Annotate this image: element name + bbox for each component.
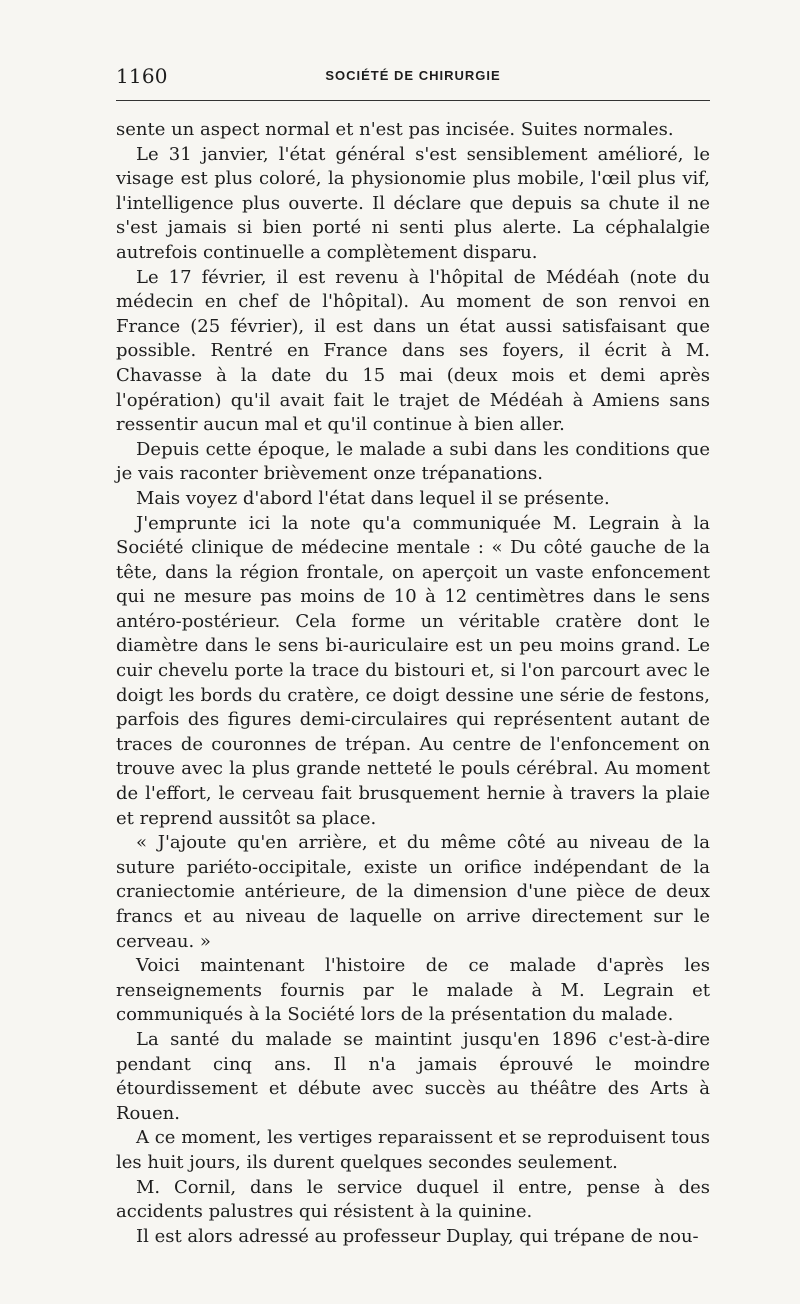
paragraph-10: A ce moment, les vertiges reparaissent et se reproduisent tous les huit jours, ils durent quelques secondes seulement. bbox=[116, 1127, 710, 1173]
paragraph-4: Depuis cette époque, le malade a subi dans les conditions que je vais raconter brièvement onze trépanations. bbox=[116, 438, 710, 485]
page-number: 1160 bbox=[116, 64, 168, 88]
paragraph-1: sente un aspect normal et n'est pas incisée. Suites normales. bbox=[116, 119, 674, 140]
paragraph-9: La santé du malade se maintint jusqu'en 1896 c'est-à-dire pendant cinq ans. Il n'a jamais éprouvé le moindre étourdissement et débute avec succès au théâtre des Arts à Rouen. bbox=[116, 1028, 710, 1124]
body-text bbox=[116, 118, 710, 1249]
paragraph-5: Mais voyez d'abord l'état dans lequel il se présente. bbox=[136, 487, 610, 509]
page-header bbox=[116, 58, 710, 92]
paragraph-8: Voici maintenant l'histoire de ce malade d'après les renseignements fournis par le malade à M. Legrain et communiqués à la Société lors de la présentation du malade. bbox=[116, 955, 710, 1026]
paragraph-3: Le 17 février, il est revenu à l'hôpital de Médéah (note du médecin en chef de l'hôpital). Au moment de son renvoi en France (25 février), il est dans un état aussi satisfaisant que possible. Rentré en France dans ses foyers, il écrit à M. Chavasse à la date du 15 mai (deux mois et demi après l'opération) qu'il avait fait le trajet de Médéah à Amiens sans ressentir aucun mal et qu'il continue à bien aller. bbox=[116, 266, 710, 436]
paragraph-6: J'emprunte ici la note qu'a communiquée M. Legrain à la Société clinique de médecine mentale : « Du côté gauche de la tête, dans la région frontale, on aperçoit un vaste enfoncement qui ne mesure pas moins de 10 à 12 centimètres dans le sens antéro-postérieur. Cela forme un véritable cratère dont le diamètre dans le sens bi-auriculaire est un peu moins grand. Le cuir chevelu porte la trace du bistouri et, si l'on parcourt avec le doigt les bords du cratère, ce doigt dessine une série de festons, parfois des figures demi-circulaires qui représentent autant de traces de couronnes de trépan. Au centre de l'enfoncement on trouve avec la plus grande netteté le pouls cérébral. Au moment de l'effort, le cerveau fait brusquement hernie à travers la plaie et reprend aussitôt sa place. bbox=[116, 512, 710, 829]
paragraph-7: « J'ajoute qu'en arrière, et du même côté au niveau de la suture pariéto-occipitale, existe un orifice indépendant de la craniectomie antérieure, de la dimension d'une pièce de deux francs et au niveau de laquelle on arrive directement sur le cerveau. » bbox=[116, 832, 710, 952]
paragraph-11: M. Cornil, dans le service duquel il entre, pense à des accidents palustres qui résistent à la quinine. bbox=[116, 1176, 710, 1223]
paragraph-12: Il est alors adressé au professeur Duplay, qui trépane de nou- bbox=[136, 1225, 699, 1247]
running-head: SOCIÉTÉ DE CHIRURGIE bbox=[325, 68, 501, 83]
header-rule bbox=[116, 100, 710, 101]
paragraph-2: Le 31 janvier, l'état général s'est sensiblement amélioré, le visage est plus coloré, la physionomie plus mobile, l'œil plus vif, l'intelligence plus ouverte. Il déclare que depuis sa chute il ne s'est jamais si bien porté ni senti plus alerte. La céphalalgie autrefois continuelle a complètement disparu. bbox=[116, 143, 710, 263]
